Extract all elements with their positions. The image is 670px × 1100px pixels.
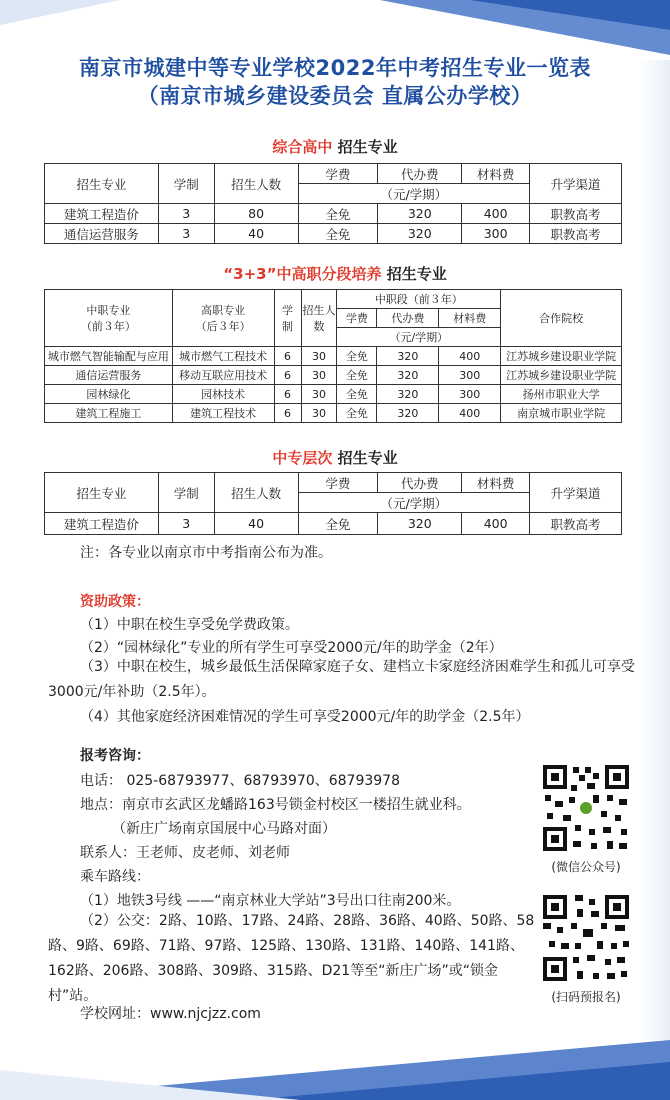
header-agency: 代办费 xyxy=(377,309,439,328)
cell-path: 职教高考 xyxy=(530,513,622,535)
header-unit: （元/学期） xyxy=(298,184,530,204)
signup-qr-caption: (扫码预报名) xyxy=(551,990,621,1004)
cell-count: 40 xyxy=(214,513,298,535)
bottom-decoration xyxy=(0,1040,670,1100)
page-subtitle: （南京市城乡建设委员会 直属公办学校） xyxy=(137,84,533,108)
cell-agency: 320 xyxy=(377,366,439,385)
section2-heading xyxy=(0,263,670,284)
header-mid-major-line2: （前３年） xyxy=(80,320,136,333)
cell-partner: 南京城市职业学院 xyxy=(501,404,622,423)
section1-heading-black: 招生专业 xyxy=(337,138,398,156)
section3-heading-black: 招生专业 xyxy=(337,449,398,467)
section3-heading xyxy=(0,447,670,468)
table-row xyxy=(45,347,622,366)
header-path: 升学渠道 xyxy=(530,473,622,513)
header-count: 招生人数 xyxy=(214,164,298,204)
cell-tuition: 全免 xyxy=(298,204,378,224)
header-years xyxy=(274,290,301,347)
cell-count: 30 xyxy=(301,366,337,385)
cell-material: 300 xyxy=(439,366,501,385)
aid-item-1: （1）中职在校生享受免学费政策。 xyxy=(80,617,299,633)
cell-major: 建筑工程造价 xyxy=(45,513,159,535)
cell-tuition: 全免 xyxy=(337,404,377,423)
cell-path: 职教高考 xyxy=(530,204,622,224)
cell-agency: 320 xyxy=(378,513,462,535)
header-mid-stage: 中职段（前３年） xyxy=(337,290,501,309)
cell-material: 400 xyxy=(462,513,530,535)
section1-heading xyxy=(0,136,670,157)
signup-qr-code xyxy=(541,893,631,983)
header-material: 材料费 xyxy=(462,164,530,184)
header-count-line2: 数 xyxy=(313,320,325,333)
section3-table xyxy=(44,472,622,535)
cell-high: 城市燃气工程技术 xyxy=(172,347,274,366)
cell-material: 400 xyxy=(439,404,501,423)
header-agency: 代办费 xyxy=(378,473,462,493)
cell-years: 6 xyxy=(274,347,301,366)
aid-item-4: （4）其他家庭经济困难情况的学生可享受2000元/年的助学金（2.5年） xyxy=(80,709,530,725)
cell-tuition: 全免 xyxy=(337,366,377,385)
cell-partner: 江苏城乡建设职业学院 xyxy=(501,366,622,385)
note-text: 注：各专业以南京市中考指南公布为准。 xyxy=(80,545,332,561)
section1-heading-red: 综合高中 xyxy=(272,138,333,156)
table-row xyxy=(45,513,622,535)
cell-tuition: 全免 xyxy=(298,224,378,244)
cell-count: 40 xyxy=(214,224,298,244)
header-major: 招生专业 xyxy=(45,164,159,204)
cell-count: 30 xyxy=(301,385,337,404)
header-count-line1: 招生人 xyxy=(302,304,336,317)
route-metro: （1）地铁3号线 ——“南京林业大学站”3号出口往南200米。 xyxy=(80,893,461,909)
header-tuition: 学费 xyxy=(298,164,378,184)
cell-agency: 320 xyxy=(377,347,439,366)
contact-heading: 报考咨询： xyxy=(80,748,150,764)
header-major: 招生专业 xyxy=(45,473,159,513)
cell-count: 30 xyxy=(301,404,337,423)
cell-mid: 园林绿化 xyxy=(45,385,173,404)
header-high-major-line1: 高职专业 xyxy=(201,304,246,317)
section2-table xyxy=(44,289,622,423)
section2-heading-red: “3+3”中高职分段培养 xyxy=(223,265,382,283)
header-high-major-line2: （后３年） xyxy=(195,320,251,333)
header-material: 材料费 xyxy=(439,309,501,328)
table-row xyxy=(45,385,622,404)
aid-heading: 资助政策： xyxy=(80,594,150,610)
cell-count: 30 xyxy=(301,347,337,366)
table-row xyxy=(45,404,622,423)
contact-address-detail: （新庄广场南京国展中心马路对面） xyxy=(112,821,336,837)
cell-major: 通信运营服务 xyxy=(45,224,159,244)
cell-years: 3 xyxy=(158,204,214,224)
cell-tuition: 全免 xyxy=(298,513,378,535)
page-title: 南京市城建中等专业学校2022年中考招生专业一览表 xyxy=(79,56,591,80)
top-decoration xyxy=(0,0,670,60)
aid-item-2: （2）“园林绿化”专业的所有学生可享受2000元/年的助学金（2年） xyxy=(80,640,503,656)
header-tuition: 学费 xyxy=(337,309,377,328)
route-heading: 乘车路线： xyxy=(80,869,150,885)
cell-high: 建筑工程技术 xyxy=(172,404,274,423)
header-years-line1: 学 xyxy=(282,304,294,317)
school-website[interactable]: 学校网址：www.njcjzz.com xyxy=(80,1006,261,1022)
header-partner: 合作院校 xyxy=(501,290,622,347)
header-high-major xyxy=(172,290,274,347)
cell-years: 6 xyxy=(274,385,301,404)
cell-high: 移动互联应用技术 xyxy=(172,366,274,385)
cell-agency: 320 xyxy=(377,385,439,404)
header-count xyxy=(301,290,337,347)
header-years-line2: 制 xyxy=(282,320,294,333)
header-agency: 代办费 xyxy=(378,164,462,184)
cell-tuition: 全免 xyxy=(337,347,377,366)
cell-years: 6 xyxy=(274,366,301,385)
cell-agency: 320 xyxy=(377,404,439,423)
cell-years: 3 xyxy=(158,513,214,535)
cell-mid: 城市燃气智能输配与应用 xyxy=(45,347,173,366)
contact-address: 地点：南京市玄武区龙蟠路163号锁金村校区一楼招生就业科。 xyxy=(80,797,471,813)
cell-partner: 扬州市职业大学 xyxy=(501,385,622,404)
aid-item-3: （3）中职在校生，城乡最低生活保障家庭子女、建档立卡家庭经济困难学生和孤儿可享受3000元/年补助（2.5年）。 xyxy=(48,659,635,700)
side-shade xyxy=(640,60,670,1040)
cell-count: 80 xyxy=(214,204,298,224)
cell-material: 400 xyxy=(439,347,501,366)
header-material: 材料费 xyxy=(462,473,530,493)
cell-agency: 320 xyxy=(378,204,462,224)
header-years: 学制 xyxy=(158,164,214,204)
cell-major: 建筑工程造价 xyxy=(45,204,159,224)
wechat-qr-caption: (微信公众号) xyxy=(551,860,621,874)
cell-material: 300 xyxy=(462,224,530,244)
contact-phone: 电话： 025-68793977、68793970、68793978 xyxy=(80,773,400,789)
header-unit: （元/学期） xyxy=(298,493,530,513)
header-tuition: 学费 xyxy=(298,473,378,493)
section3-heading-red: 中专层次 xyxy=(272,449,333,467)
header-unit: （元/学期） xyxy=(337,328,501,347)
table-row xyxy=(45,366,622,385)
cell-years: 3 xyxy=(158,224,214,244)
section2-heading-black: 招生专业 xyxy=(386,265,447,283)
cell-partner: 江苏城乡建设职业学院 xyxy=(501,347,622,366)
table-row xyxy=(45,204,622,224)
section1-table xyxy=(44,163,622,244)
cell-tuition: 全免 xyxy=(337,385,377,404)
header-years: 学制 xyxy=(158,473,214,513)
cell-agency: 320 xyxy=(378,224,462,244)
cell-years: 6 xyxy=(274,404,301,423)
cell-path: 职教高考 xyxy=(530,224,622,244)
header-mid-major xyxy=(45,290,173,347)
table-row xyxy=(45,224,622,244)
header-count: 招生人数 xyxy=(214,473,298,513)
contact-people: 联系人：王老师、皮老师、刘老师 xyxy=(80,845,290,861)
cell-high: 园林技术 xyxy=(172,385,274,404)
header-mid-major-line1: 中职专业 xyxy=(86,304,131,317)
cell-mid: 通信运营服务 xyxy=(45,366,173,385)
route-bus: （2）公交：2路、10路、17路、24路、28路、36路、40路、50路、58路、9路、69路、71路、97路、125路、130路、131路、140路、141路、162路、206路、308路、309路、315路、D21等至“新庄广场”或“锁金村”站。 xyxy=(48,913,535,1004)
wechat-qr-code xyxy=(541,763,631,853)
cell-material: 300 xyxy=(439,385,501,404)
cell-material: 400 xyxy=(462,204,530,224)
header-path: 升学渠道 xyxy=(530,164,622,204)
cell-mid: 建筑工程施工 xyxy=(45,404,173,423)
